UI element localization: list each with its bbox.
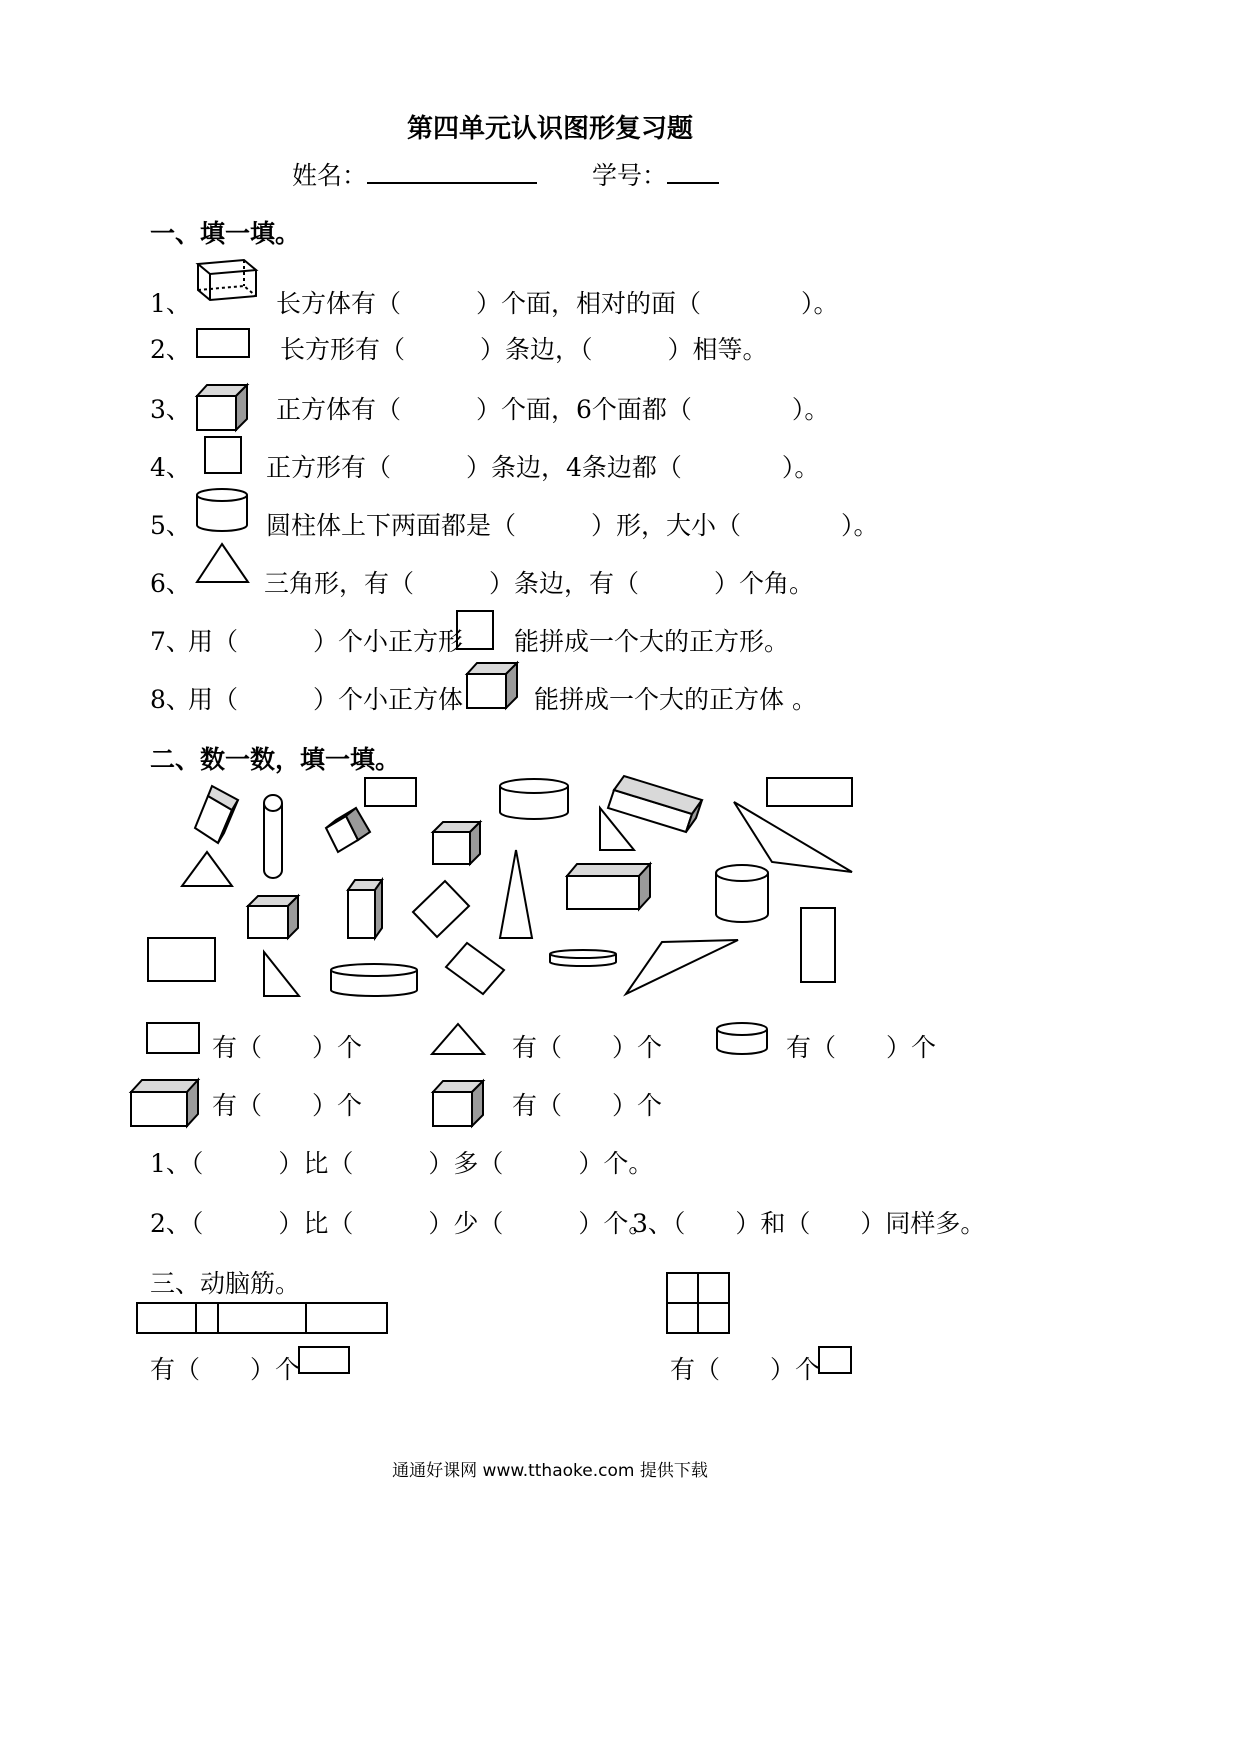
cylinder-shape	[500, 779, 568, 819]
cuboid-shape	[567, 864, 650, 909]
triangle-shape	[734, 802, 852, 872]
small-tilted-cube-shape	[326, 808, 370, 852]
item7-text-a: 用（ ）个小正方形	[188, 627, 464, 656]
section3-right-label: 有（ ）个	[670, 1355, 821, 1384]
item8-text-b: 能拼成一个大的正方体 。	[534, 685, 817, 714]
compare-question-3: 3、（ ）和（ ）同样多。	[632, 1209, 986, 1238]
cube-shape	[248, 896, 298, 938]
count-cylinder-icon	[716, 1022, 772, 1058]
item5-number: 5、	[150, 511, 191, 540]
item7-text-b: 能拼成一个大的正方形。	[514, 627, 790, 656]
item8-number: 8、	[150, 685, 191, 714]
count-cuboid-label: 有（ ）个	[212, 1091, 363, 1120]
section3-heading: 三、动脑筋。	[150, 1269, 301, 1298]
count-triangle-icon	[430, 1022, 488, 1058]
compare-question-2: 2、（ ）比（ ）少（ ）个。	[150, 1209, 654, 1238]
item1-text: 长方体有（ ）个面，相对的面（ ）。	[276, 289, 839, 318]
cube-shape	[433, 822, 480, 864]
count-cylinder-label: 有（ ）个	[786, 1033, 937, 1062]
cylinder-shape	[716, 865, 768, 922]
item7-number: 7、	[150, 627, 191, 656]
count-triangle-label: 有（ ）个	[512, 1033, 663, 1062]
item2-text: 长方形有（ ）条边，（ ）相等。	[280, 335, 768, 364]
long-cuboid-shape	[608, 776, 702, 832]
item1-number: 1、	[150, 289, 191, 318]
item4-text: 正方形有（ ）条边，4条边都（ ）。	[266, 453, 820, 482]
rectangle-shape	[148, 938, 215, 981]
tilted-cube-shape	[195, 786, 238, 843]
rectangle-shape	[767, 778, 852, 806]
triangle-shape	[626, 940, 738, 994]
rectangle-shape	[801, 908, 835, 982]
tall-cylinder-shape	[264, 795, 282, 878]
count-rectangle-icon	[146, 1022, 202, 1056]
triangle-shape	[182, 852, 232, 886]
item4-number: 4、	[150, 453, 191, 482]
item8-text-a: 用（ ）个小正方体	[188, 685, 464, 714]
page-title: 第四单元认识图形复习题	[406, 114, 693, 144]
item6-number: 6、	[150, 569, 191, 598]
tall-cuboid-shape	[348, 880, 382, 938]
answer-square-icon	[818, 1346, 854, 1376]
segmented-rectangle-figure	[136, 1302, 390, 1334]
count-cuboid-icon	[130, 1078, 202, 1128]
grid-square-figure	[666, 1272, 732, 1336]
compare-question-1: 1、（ ）比（ ）多（ ）个。	[150, 1149, 654, 1178]
item3-number: 3、	[150, 395, 191, 424]
right-triangle-shape	[264, 952, 299, 996]
item2-number: 2、	[150, 335, 191, 364]
count-rectangle-label: 有（ ）个	[212, 1033, 363, 1062]
number-label: 学号：	[592, 161, 668, 190]
item6-text: 三角形，有（ ）条边，有（ ）个角。	[264, 569, 815, 598]
rectangle-shape	[413, 881, 469, 937]
item5-text: 圆柱体上下两面都是（ ）形，大小（ ）。	[266, 511, 879, 540]
count-cube-icon	[432, 1080, 488, 1128]
section2-heading: 二、数一数，填一填。	[150, 745, 401, 774]
rectangle-shape	[365, 778, 416, 806]
flat-cylinder-shape	[550, 950, 616, 966]
count-cube-label: 有（ ）个	[512, 1091, 663, 1120]
section3-left-label: 有（ ）个	[150, 1355, 301, 1384]
answer-rectangle-icon	[298, 1346, 352, 1376]
flat-cylinder-shape	[331, 964, 417, 996]
rectangle-shape	[446, 943, 504, 994]
footer-text: 通通好课网 www.tthaoke.com 提供下载	[392, 1461, 708, 1481]
section1-heading: 一、填一填。	[150, 219, 301, 248]
triangle-shape	[500, 850, 532, 938]
item3-text: 正方体有（ ）个面，6个面都（ ）。	[276, 395, 830, 424]
name-label: 姓名：	[292, 161, 368, 190]
